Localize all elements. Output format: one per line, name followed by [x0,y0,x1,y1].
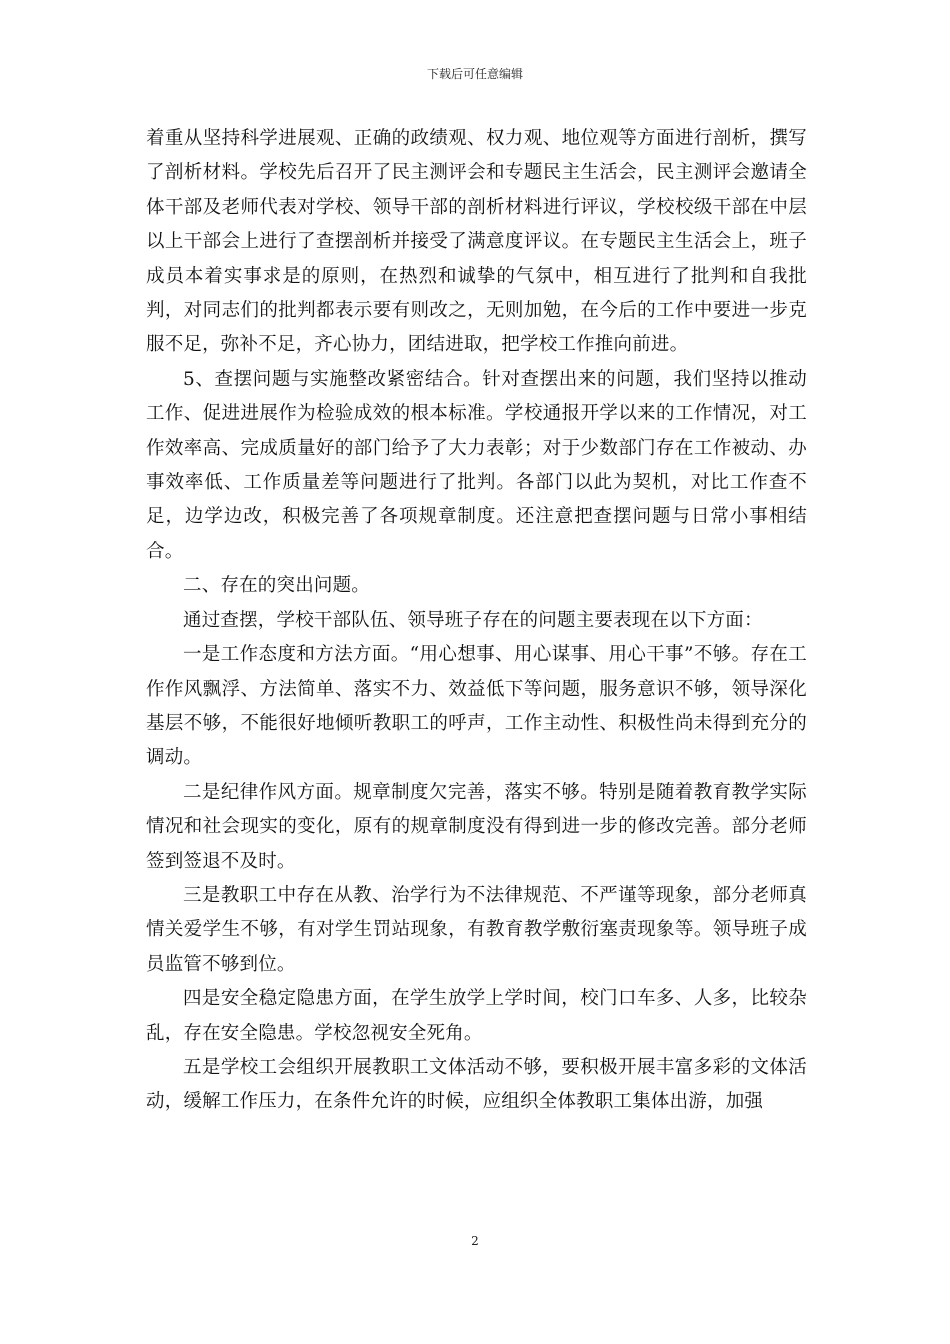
section-heading-problems: 二、存在的突出问题。 [183,575,371,597]
paragraph-problem-5: 五是学校工会组织开展教职工文体活动不够，要积极开展丰富多彩的文体活动，缓解工作压力，在条件允许的时候，应组织全体教职工集体出游，加强 [146,1056,807,1113]
document-body [146,122,807,1120]
paragraph-problem-4: 四是安全稳定隐患方面，在学生放学上学时间，校门口车多、人多，比较杂乱，存在安全隐患。学校忽视安全死角。 [146,988,807,1044]
paragraph-problem-1: 一是工作态度和方法方面。“用心想事、用心谋事、用心干事”不够。存在工作作风飘浮、方法简单、落实不力、效益低下等问题，服务意识不够，领导深化基层不够，不能很好地倾听教职工的呼声，工作主动性、积极性尚未得到充分的调动。 [146,644,807,769]
paragraph-problem-3: 三是教职工中存在从教、治学行为不法律规范、不严谨等现象，部分老师真情关爱学生不够，有对学生罚站现象，有教育教学敷衍塞责现象等。领导班子成员监管不够到位。 [146,884,807,975]
page-number: 2 [471,1234,479,1248]
paragraph-problem-2: 二是纪律作风方面。规章制度欠完善，落实不够。特别是随着教育教学实际情况和社会现实的变化，原有的规章制度没有得到进一步的修改完善。部分老师签到签退不及时。 [146,781,807,872]
paragraph-rectification: 5、查摆问题与实施整改紧密结合。针对查摆出来的问题，我们坚持以推动工作、促进进展作为检验成效的根本标准。学校通报开学以来的工作情况，对工作效率高、完成质量好的部门给予了大力表彰；对于少数部门存在工作被动、办事效率低、工作质量差等问题进行了批判。各部门以此为契机，对比工作查不足，边学边改，积极完善了各项规章制度。还注意把查摆问题与日常小事相结合。 [146,368,807,562]
page-header: 下载后可任意编辑 [426,67,523,81]
paragraph-problems-intro: 通过查摆，学校干部队伍、领导班子存在的问题主要表现在以下方面： [183,609,763,631]
paragraph-analysis-materials: 着重从坚持科学进展观、正确的政绩观、权力观、地位观等方面进行剖析，撰写了剖析材料。学校先后召开了民主测评会和专题民主生活会，民主测评会邀请全体干部及老师代表对学校、领导干部的剖析材料进行评议，学校校级干部在中层以上干部会上进行了查摆剖析并接受了满意度评议。在专题民主生活会上，班子成员本着实事求是的原则，在热烈和诚挚的气氛中，相互进行了批判和自我批判，对同志们的批判都表示要有则改之，无则加勉，在今后的工作中要进一步克服不足，弥补不足，齐心协力，团结进取，把学校工作推向前进。 [146,128,807,356]
